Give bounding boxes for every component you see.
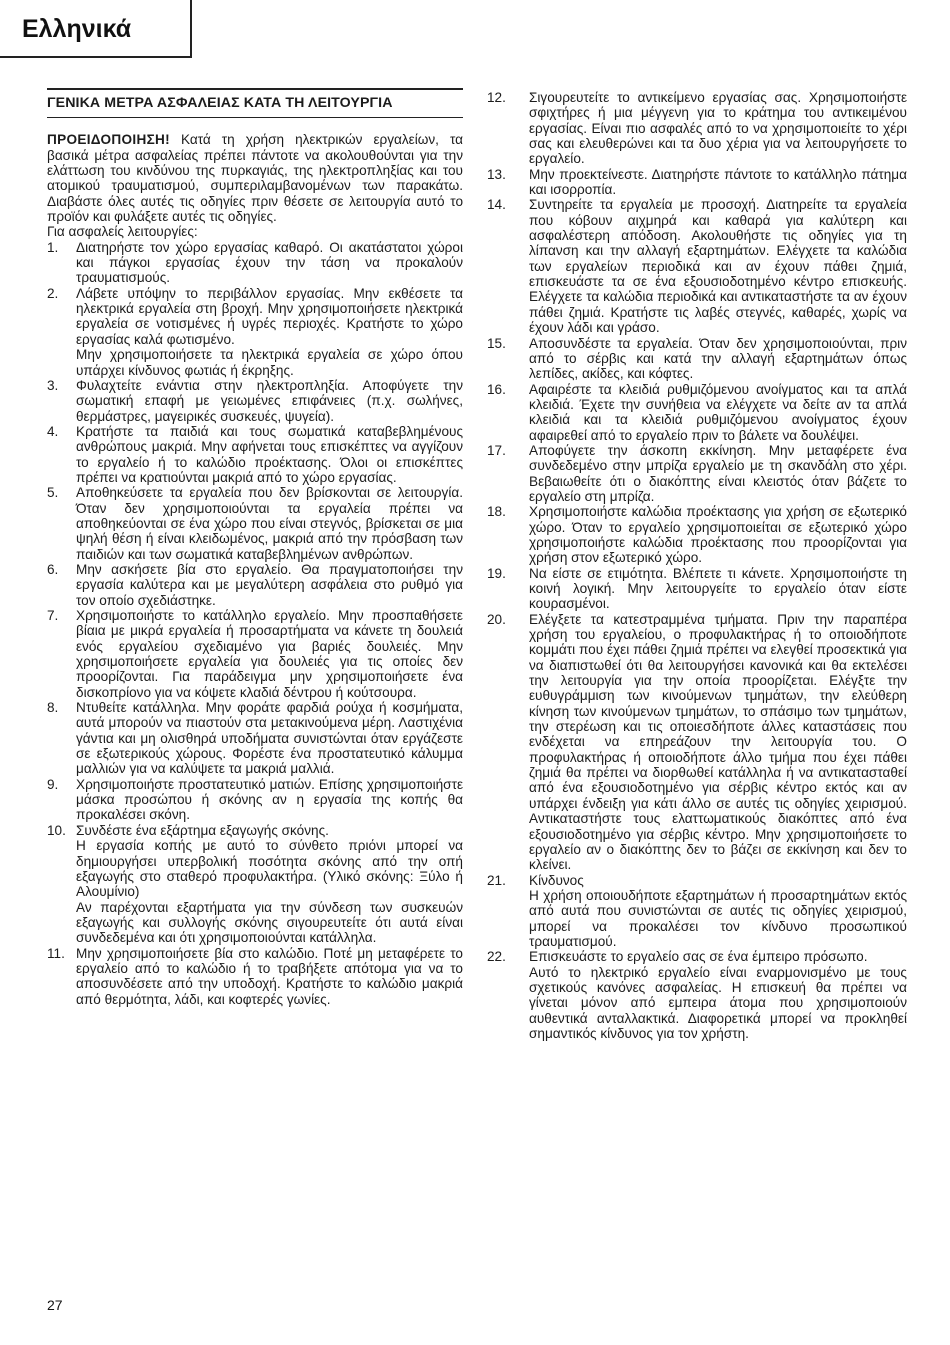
list-item xyxy=(47,946,463,1007)
list-item xyxy=(487,566,907,612)
item-text: Η χρήση οποιουδήποτε εξαρτημάτων ή προσαρτημάτων εκτός από αυτά που συνιστώνται σε αυτές τις οδηγίες χειρισμού, μπορεί να προκαλέσει τον κίνδυνο προσωπικού τραυματισμού. xyxy=(529,887,907,949)
item-body xyxy=(76,823,463,946)
item-text: Αποθηκεύσετε τα εργαλεία που δεν βρίσκονται σε λειτουργία. Όταν δεν χρησιμοποιούνται τα εργαλεία πρέπει να αποθηκεύονται σε ένα χώρο που είναι στεγνός, βρίσκεται σε μια ψηλή θέση ή είναι κλειδωμένος, μακριά από την πρόσβαση των παιδιών και των σωματικά καταβεβλημένων ανθρώπων. xyxy=(76,485,463,562)
item-body xyxy=(76,946,463,1007)
item-body xyxy=(76,700,463,777)
list-item xyxy=(47,777,463,823)
list-item xyxy=(487,167,907,198)
list-item xyxy=(487,504,907,565)
item-body xyxy=(76,240,463,286)
item-body xyxy=(529,566,907,612)
list-item xyxy=(47,424,463,485)
item-body xyxy=(529,382,907,443)
item-number: 13. xyxy=(487,166,506,182)
item-text: Κίνδυνος xyxy=(529,872,584,888)
item-number: 16. xyxy=(487,381,506,397)
item-text: Αυτό το ηλεκτρικό εργαλείο είναι εναρμονισμένο με τους σχετικούς κανόνες ασφαλείας. Η επισκευή θα πρέπει να γίνεται μόνον από εμπειρα άτομα που χρησιμοποιούν αυθεντικά ανταλλακτικά. Διαφορετικά μπορεί να προκληθεί σημαντικός κίνδυνος για τον χρήστη. xyxy=(529,964,907,1041)
list-item xyxy=(47,378,463,424)
item-number: 6. xyxy=(47,561,59,577)
item-text: Διατηρήστε τον χώρο εργασίας καθαρό. Οι ακατάστατοι χώροι και πάγκοι εργασίας έχουν την τάση να προκαλούν τραυματισμούς. xyxy=(76,239,463,286)
list-item xyxy=(47,286,463,378)
item-body xyxy=(529,873,907,950)
item-text: Αποσυνδέστε τα εργαλεία. Όταν δεν χρησιμοποιούνται, πριν από το σέρβις και κατά την αλλαγή εξαρτημάτων όπως λεπίδες, ακίδες, και κόφτες. xyxy=(529,335,907,382)
item-text: Μην χρησιμοποιήσετε τα ηλεκτρικά εργαλεία σε χώρο όπου υπάρχει κίνδυνος φωτιάς ή έκρηξης. xyxy=(76,347,463,378)
item-body xyxy=(76,485,463,562)
item-number: 21. xyxy=(487,872,506,888)
list-item xyxy=(487,382,907,443)
item-number: 17. xyxy=(487,442,506,458)
item-number: 8. xyxy=(47,700,59,716)
item-text: Κρατήστε τα παιδιά και τους σωματικά καταβεβλημένους ανθρώπους μακριά. Μην αφήνεται τους επισκέπτες να αγγίζουν το εργαλείο ή το καλώδιο προέκτασης. Όλοι οι επισκέπτες πρέπει να κρατιούνται μακριά από το χώρο εργασίας. xyxy=(76,423,463,485)
item-body xyxy=(529,167,907,198)
item-number: 5. xyxy=(47,485,59,501)
item-number: 10. xyxy=(47,822,66,838)
item-body xyxy=(529,612,907,873)
item-body xyxy=(76,286,463,378)
item-number: 2. xyxy=(47,285,59,301)
item-number: 11. xyxy=(47,945,65,961)
item-number: 3. xyxy=(47,377,59,393)
list-item xyxy=(47,608,463,700)
item-text: Μην χρησιμοποιήσετε βία στο καλώδιο. Ποτέ μη μεταφέρετε το εργαλείο από το καλώδιο ή το τραβήξετε απότομα για να το αποσυνδέσετε από την υποδοχή. Κρατήστε το καλώδιο μακριά από θερμότητα, λάδι, και κοφτερές γωνίες. xyxy=(76,945,463,1007)
item-text: Ντυθείτε κατάλληλα. Μην φοράτε φαρδιά ρούχα ή κοσμήματα, αυτά μπορούν να πιαστούν στα μετακινούμενα μέρη. Λαστιχένια γάντια και μη ολισθηρά υποδήματα συνιστώνται όταν εργάζεστε σε εξωτερικούς χώρους. Φορέστε ένα προστατευτικό κάλυμμα μαλλιών για να καλύψετε τα μακριά μαλλιά. xyxy=(76,700,463,777)
left-column xyxy=(47,88,463,1007)
item-body xyxy=(529,504,907,565)
item-text: Χρησιμοποιήστε καλώδια προέκτασης για χρήση σε εξωτερικό χώρο. Όταν το εργαλείο χρησιμοποιείται σε εξωτερικό χώρο χρησιμοποιήστε καλώδια προέκτασης που προορίζονται για χρήση στον εξωτερικό χώρο. xyxy=(529,504,907,566)
list-item xyxy=(47,562,463,608)
list-item xyxy=(487,873,907,950)
item-number: 9. xyxy=(47,776,59,792)
list-item xyxy=(487,336,907,382)
item-number: 7. xyxy=(47,608,59,623)
item-number: 4. xyxy=(47,423,59,439)
item-text: Αποφύγετε την άσκοπη εκκίνηση. Μην μεταφέρετε ένα συνδεδεμένο στην μπρίζα εργαλείο με τη σκανδάλη στο χέρι. Βεβαιωθείτε ότι ο διακόπτης είναι κλειστός όταν βάζετε το εργαλείο στη μπρίζα. xyxy=(529,442,907,504)
item-text: Μην ασκήσετε βία στο εργαλείο. Θα πραγματοποιήσει την εργασία καλύτερα και με μεγαλύτερη ασφάλεια στο ρυθμό για τον οποίο σχεδιάστηκε. xyxy=(76,561,463,608)
list-item xyxy=(487,612,907,873)
item-text: Σιγουρευτείτε το αντικείμενο εργασίας σας. Χρησιμοποιήστε σφιχτήρες ή μια μέγγενη για το κράτημα του αντικειμένου εργασίας. Είναι πιο ασφαλές από το να χρησιμοποιείτε το χέρι σας και ελευθερώνει και τα δυο χέρια για να λειτουργήσετε το εργαλείο. xyxy=(529,90,907,167)
list-item xyxy=(487,443,907,504)
item-text: Συνδέστε ένα εξάρτημα εξαγωγής σκόνης. xyxy=(76,822,329,838)
item-number: 1. xyxy=(47,239,59,255)
lead-line: Για ασφαλείς λειτουργίες: xyxy=(47,224,198,240)
list-item xyxy=(487,90,907,167)
item-body xyxy=(76,608,463,700)
item-text: Αν παρέχονται εξαρτήματα για την σύνδεση των συσκευών εξαγωγής και συλλογής σκόνης σιγουρευτείτε ότι αυτά είναι συνδεδεμένα και ότι χρησιμοποιούνται κατάλληλα. xyxy=(76,899,463,946)
warning-label: ΠΡΟΕΙΔΟΠΟΙΗΣΗ! xyxy=(47,132,170,148)
item-text: Επισκευάστε το εργαλείο σας σε ένα έμπειρο πρόσωπο. xyxy=(529,949,868,965)
section-title: ΓΕΝΙΚΑ ΜΕΤΡΑ ΑΣΦΑΛΕΙΑΣ ΚΑΤΑ ΤΗ ΛΕΙΤΟΥΡΓΙΑ xyxy=(47,88,463,118)
list-item xyxy=(47,240,463,286)
item-body xyxy=(76,777,463,823)
safety-list-right xyxy=(487,90,907,1041)
item-text: Συντηρείτε τα εργαλεία με προσοχή. Διατηρείτε τα εργαλεία που κόβουν αιχμηρά και καθαρά για καλύτερη και ασφαλέστερη απόδοση. Ακολουθήστε τις οδηγίες για τη λίπανση και την αλλαγή εξαρτημάτων. Ελέγχετε τα καλώδια των εργαλείων περιοδικά και αν έχουν πάθει ζημιά, επισκευάστε τα σε ένα εξουσιοδοτημένο κέντρο επισκευής. Ελέγχετε τα καλώδια περιοδικά και αντικαταστήστε τα αν έχουν πάθει ζημιά. Κρατήστε τις λαβές στεγνές, καθαρές, χωρίς να έχουν λάδι και γράσο. xyxy=(529,197,907,336)
item-number: 22. xyxy=(487,949,506,965)
item-number: 20. xyxy=(487,611,506,627)
item-number: 12. xyxy=(487,90,506,105)
item-text: Να είστε σε ετιμότητα. Βλέπετε τι κάνετε. Χρησιμοποιήστε τη κοινή λογική. Μην λειτουργείτε το εργαλείο όταν είστε κουρασμένοι. xyxy=(529,565,907,612)
safety-list-left xyxy=(47,240,463,1007)
item-text: Αφαιρέστε τα κλειδιά ρυθμιζόμενου ανοίγματος και τα απλά κλειδιά. Έχετε την συνήθεια να ελέγχετε να δείτε αν τα απλά κλειδιά και τα κλειδιά ρυθμιζόμενου ανοίγματος έχουν αφαιρεθεί από το εργαλείο πριν το βάλετε να δουλέψει. xyxy=(529,381,907,443)
item-text: Χρησιμοποιήστε προστατευτικό ματιών. Επίσης χρησιμοποιήστε μάσκα προσώπου ή σκόνης αν η εργασία της κοπής θα προκαλέσει σκόνη. xyxy=(76,776,463,823)
page-number: 27 xyxy=(47,1297,63,1313)
item-body xyxy=(76,424,463,485)
list-item xyxy=(47,823,463,946)
item-body xyxy=(76,378,463,424)
item-number: 14. xyxy=(487,197,506,213)
list-item xyxy=(487,949,907,1041)
item-body xyxy=(529,90,907,167)
item-text: Μην προεκτείνεστε. Διατηρήστε πάντοτε το κατάλληλο πάτημα και ισορροπία. xyxy=(529,166,907,198)
language-tab: Ελληνικά xyxy=(0,0,192,58)
list-item xyxy=(47,485,463,562)
item-body xyxy=(76,562,463,608)
warning-text: Κατά τη χρήση ηλεκτρικών εργαλείων, τα βασικά μέτρα ασφαλείας πρέπει πάντοτε να ακολουθούνται για την ελάττωση του κινδύνου της πυρκαγιάς, της ηλεκτροπληξίας και του ατομικού τραυματισμού, συμπεριλαμβανομένων των παρακάτω. Διαβάστε όλες αυτές τις οδηγίες πριν θέσετε σε λειτουργία αυτό το προϊόν και φυλάξετε αυτές τις οδηγίες. xyxy=(47,132,463,225)
item-text: Η εργασία κοπής με αυτό το σύνθετο πριόνι μπορεί να δημιουργήσει υπερβολική ποσότητα σκόνης από την οπή εξαγωγής στο σταθερό προφυλακτήρα. (Υλικό σκόνης: Ξύλο ή Αλουμίνιο) xyxy=(76,838,463,900)
item-body xyxy=(529,336,907,382)
item-text: Λάβετε υπόψην το περιβάλλον εργασίας. Μην εκθέσετε τα ηλεκτρικά εργαλεία στη βροχή. Μην χρησιμοποιήσετε ηλεκτρικά εργαλεία σε νοτισμένες ή υγρές περιοχές. Κρατήστε το χώρο εργασίας καλά φωτισμένο. xyxy=(76,285,463,347)
list-item xyxy=(487,197,907,335)
item-number: 19. xyxy=(487,565,506,581)
right-column xyxy=(487,90,907,1041)
item-text: Χρησιμοποιήστε το κατάλληλο εργαλείο. Μην προσπαθήσετε βίαια με μικρά εργαλεία ή προσαρτήματα να κάνετε τη δουλειά ενός εργαλείου σχεδιαμένο για βαριές δουλειές. Μην χρησιμοποιήσετε εργαλεία για δουλειές για τις οποίες δεν προορίζονται. Για παράδειγμα μην χρησιμοποιήσετε ένα δισκοπρίονο για να κόψετε κλαδιά δέντρου ή κούτσουρα. xyxy=(76,608,463,700)
warning-paragraph xyxy=(47,132,463,224)
item-text: Ελέγξετε τα κατεστραμμένα τμήματα. Πριν την παραπέρα χρήση του εργαλείου, ο προφυλακτήρας ή το οποιοδήποτε κομμάτι που έχει πάθει ζημιά πρέπει να ελεγθεί προσεκτικά για να διαπιστωθεί ότι θα λειτουργήσει κανονικά και θα εκτελέσει την λειτουργία για την οποία προορίζεται. Ελέγξτε την ευθυγράμμιση των κινούμενων τμημάτων, την ελεύθερη κίνηση των κινούμενων τμημάτων, το σπάσιμο των τμημάτων, την στερέωση και τις οποιεσδήποτε άλλες καταστάσεις που ενδέχεται να επηρεάζουν την λειτουργία του. Ο προφυλακτήρας ή οποιοδήποτε άλλο τμήμα που έχει πάθει ζημιά θα πρέπει να διορθωθεί κατάλληλα ή να αντικατασταθεί από ένα εξουσιοδοτημένο για σέρβις κέντρο εκτός και αν υπάρχει ένδειξη για κάτι άλλο σε αυτές τις οδηγίες χειρισμού. Αντικαταστήστε τους ελαττωματικούς διακόπτες από ένα εξουσιοδοτημένο για σέρβις κέντρο. Μην χρησιμοποιήσετε το εργαλείο αν ο διακόπτης δεν το βάζει σε εκκίνηση και δεν το κλείνει. xyxy=(529,611,907,873)
item-body xyxy=(529,197,907,335)
list-item xyxy=(47,700,463,777)
item-text: Φυλαχτείτε ενάντια στην ηλεκτροπληξία. Αποφύγετε την σωματική επαφή με γειωμένες επιφάνειες (π.χ. σωλήνες, θερμάστρες, μαγειρικές συσκευές, ψυγεία). xyxy=(76,377,463,424)
item-body xyxy=(529,949,907,1041)
item-number: 15. xyxy=(487,335,506,351)
item-number: 18. xyxy=(487,504,506,520)
item-body xyxy=(529,443,907,504)
